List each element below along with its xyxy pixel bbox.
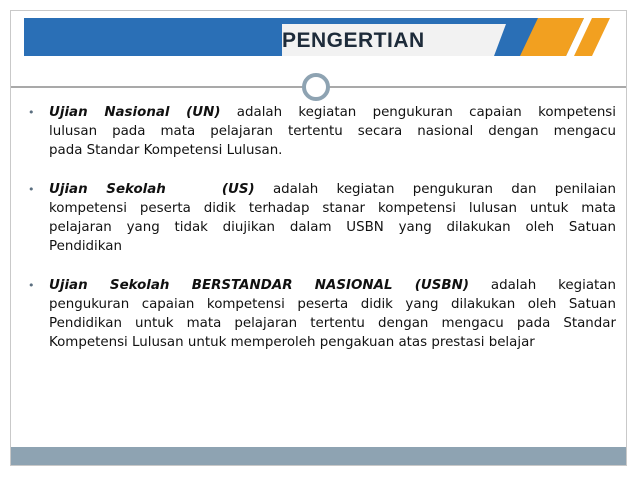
definition-term: Ujian Sekolah (US)	[49, 182, 255, 197]
definition-line: pengukuran capaian kompetensi peserta didik yang dilakukan oleh Satuan	[49, 297, 616, 312]
definition-text: adalah kegiatan pengukuran capaian kompetensi	[220, 105, 616, 120]
definition-text: adalah kegiatan pengukuran dan penilaian	[254, 182, 616, 197]
definition-text: adalah kegiatan	[468, 278, 616, 293]
definition-line	[49, 276, 616, 295]
definition-line: pelajaran yang tidak diujikan dalam USBN yang dilakukan oleh Satuan	[49, 220, 616, 235]
definition-list	[28, 103, 616, 352]
definition-line: Pendidikan	[49, 239, 122, 254]
bullet-icon: •	[28, 183, 35, 196]
definition-item-us	[28, 180, 616, 256]
bullet-icon: •	[28, 279, 35, 292]
definition-item-usbn	[28, 276, 616, 352]
definition-term: Ujian Nasional (UN)	[49, 105, 221, 120]
definition-term: Ujian Sekolah BERSTANDAR NASIONAL (USBN)	[49, 278, 469, 293]
footer-bar	[11, 447, 626, 465]
bullet-icon: •	[28, 106, 35, 119]
definition-line	[49, 180, 616, 199]
definition-line: Kompetensi Lulusan untuk memperoleh pengakuan atas prestasi belajar	[49, 335, 535, 350]
definition-line	[49, 103, 616, 122]
definition-line: pada Standar Kompetensi Lulusan.	[49, 143, 283, 158]
definition-line: lulusan pada mata pelajaran tertentu secara nasional dengan mengacu	[49, 124, 616, 139]
definition-line: kompetensi peserta didik terhadap stanar kompetensi lulusan untuk mata	[49, 201, 616, 216]
definition-item-un	[28, 103, 616, 160]
definition-line: Pendidikan untuk mata pelajaran tertentu dengan mengacu pada Standar	[49, 316, 616, 331]
circle-ornament-icon	[301, 72, 331, 102]
page-title: PENGERTIAN	[282, 29, 425, 52]
